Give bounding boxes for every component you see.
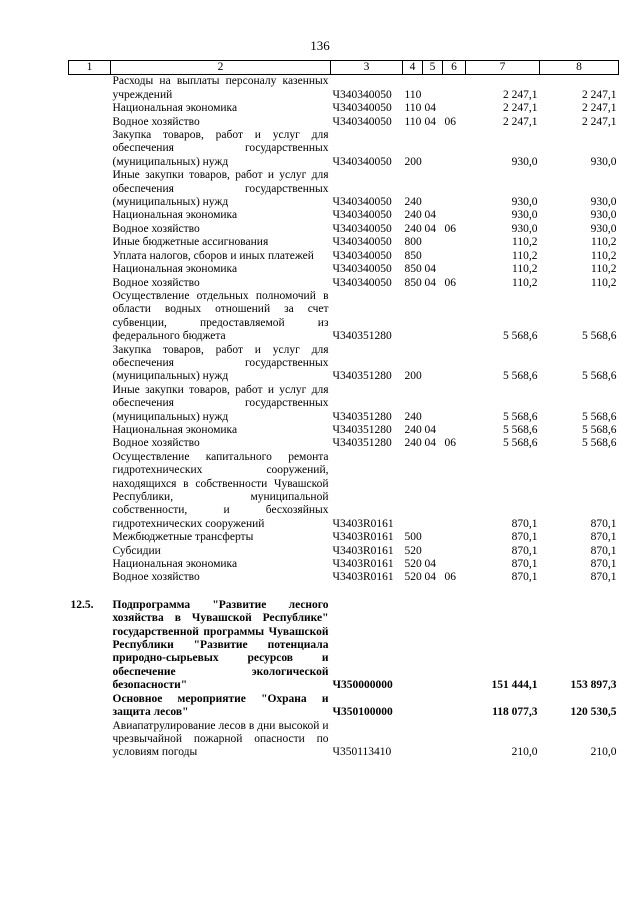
amount-col7: 5 568,6 [503, 370, 538, 383]
amount-col7: 870,1 [511, 544, 538, 557]
expense-type: 240 [404, 209, 422, 222]
target-code: Ч340351280 [332, 437, 392, 450]
subsection [443, 250, 466, 263]
target-code: Ч340351280 [332, 370, 392, 383]
expense-type: 800 [404, 236, 422, 249]
row-number [69, 223, 111, 236]
section [423, 693, 443, 720]
row-number [69, 451, 111, 531]
subsection: 06 [444, 276, 456, 289]
column-header: 4 [403, 61, 423, 75]
amount-col8: 870,1 [590, 531, 617, 544]
subsection [443, 209, 466, 222]
target-code: Ч350100000 [332, 706, 393, 719]
row-name: Национальная экономика [112, 263, 238, 276]
expense-type: 240 [404, 437, 422, 450]
expense-type: 110 [404, 102, 422, 115]
table-row [69, 545, 619, 558]
section: 04 [424, 558, 436, 571]
table-row [69, 263, 619, 276]
amount-col7: 870,1 [511, 531, 538, 544]
target-code: Ч3403R0161 [332, 531, 394, 544]
row-name: Основное мероприятие "Охрана и защита лесов" [112, 692, 329, 719]
amount-col8: 930,0 [590, 209, 617, 222]
column-header: 1 [69, 61, 111, 75]
target-code: Ч340340050 [332, 276, 392, 289]
amount-col8: 2 247,1 [582, 115, 617, 128]
amount-col7: 930,0 [511, 222, 538, 235]
expense-type [403, 693, 423, 720]
subsection [443, 424, 466, 437]
section: 04 [424, 571, 436, 584]
amount-col8: 110,2 [591, 236, 617, 249]
row-number [69, 720, 111, 760]
amount-col7: 110,2 [512, 249, 538, 262]
column-header: 7 [466, 61, 540, 75]
section: 04 [424, 102, 436, 115]
row-number [69, 250, 111, 263]
target-code: Ч340340050 [332, 102, 392, 115]
target-code: Ч3403R0161 [332, 558, 394, 571]
row-number [69, 102, 111, 115]
row-number [69, 236, 111, 249]
row-name: Осуществление капитального ремонта гидротехнических сооружений, находящихся в собственности Чувашской Республики, муниципальной собственности, и бесхозяйных гидротехнических сооружений [112, 450, 329, 530]
expense-type: 240 [404, 196, 422, 209]
target-code: Ч340340050 [332, 155, 392, 168]
amount-col7: 110,2 [512, 276, 538, 289]
row-name: Водное хозяйство [112, 437, 200, 450]
section [423, 585, 443, 693]
section [423, 531, 443, 544]
expense-type: 850 [404, 249, 422, 262]
amount-col8: 2 247,1 [582, 102, 617, 115]
row-number [69, 531, 111, 544]
subsection [443, 169, 466, 209]
table-row [69, 116, 619, 129]
row-name: Водное хозяйство [112, 571, 200, 584]
amount-col8: 870,1 [590, 517, 617, 530]
target-code: Ч340340050 [332, 196, 392, 209]
row-name: Межбюджетные трансферты [112, 531, 254, 544]
budget-table [68, 60, 619, 760]
section: 04 [424, 115, 436, 128]
section: 04 [424, 423, 436, 436]
row-name: Осуществление отдельных полномочий в области водных отношений за счет субвенции, предоставляемой из федерального бюджета [112, 289, 329, 343]
amount-col8: 930,0 [590, 196, 617, 209]
table-row [69, 277, 619, 290]
amount-col8: 5 568,6 [582, 437, 617, 450]
amount-col8: 110,2 [591, 276, 617, 289]
column-header: 2 [111, 61, 331, 75]
column-header: 3 [331, 61, 403, 75]
expense-type: 520 [404, 544, 422, 557]
expense-type [403, 290, 423, 344]
amount-col8: 5 568,6 [582, 410, 617, 423]
amount-col7: 930,0 [511, 155, 538, 168]
expense-type: 850 [404, 263, 422, 276]
target-code: Ч340351280 [332, 423, 392, 436]
expense-type: 110 [404, 88, 422, 101]
column-header: 5 [423, 61, 443, 75]
target-code: Ч340340050 [332, 115, 392, 128]
amount-col8: 5 568,6 [582, 330, 617, 343]
row-number [69, 116, 111, 129]
amount-col7: 930,0 [511, 196, 538, 209]
amount-col7: 2 247,1 [503, 102, 538, 115]
table-row [69, 209, 619, 222]
row-number [69, 290, 111, 344]
subsection [443, 531, 466, 544]
amount-col8: 110,2 [591, 249, 617, 262]
row-name: Водное хозяйство [112, 276, 200, 289]
amount-col7: 930,0 [511, 209, 538, 222]
subsection [443, 720, 466, 760]
subsection [443, 545, 466, 558]
row-name: Закупка товаров, работ и услуг для обеспечения государственных (муниципальных) нужд [112, 343, 329, 383]
row-name: Национальная экономика [112, 558, 238, 571]
section: 04 [424, 276, 436, 289]
expense-type: 240 [404, 410, 422, 423]
amount-col7: 2 247,1 [503, 115, 538, 128]
table-row [69, 720, 619, 760]
section: 04 [424, 437, 436, 450]
table-row [69, 169, 619, 209]
section [423, 451, 443, 531]
row-number [69, 209, 111, 222]
amount-col7: 210,0 [511, 746, 538, 759]
target-code: Ч3403R0161 [332, 517, 394, 530]
page-number: 136 [310, 38, 330, 53]
amount-col7: 5 568,6 [503, 437, 538, 450]
amount-col7: 5 568,6 [503, 423, 538, 436]
row-name: Закупка товаров, работ и услуг для обеспечения государственных (муниципальных) нужд [112, 129, 329, 168]
target-code: Ч340351280 [332, 410, 392, 423]
row-name: Субсидии [112, 544, 161, 557]
subsection [443, 693, 466, 720]
subsection: 06 [444, 571, 456, 584]
section [423, 169, 443, 209]
target-code: Ч340340050 [332, 249, 392, 262]
subsection [443, 344, 466, 384]
row-name: Национальная экономика [112, 423, 238, 436]
amount-col7: 870,1 [511, 517, 538, 530]
target-code: Ч340340050 [332, 222, 392, 235]
subsection [443, 236, 466, 249]
amount-col8: 870,1 [590, 544, 617, 557]
amount-col8: 210,0 [590, 746, 617, 759]
target-code: Ч340340050 [332, 88, 392, 101]
target-code: Ч3403R0161 [332, 544, 394, 557]
amount-col7: 110,2 [512, 263, 538, 276]
amount-col7: 2 247,1 [503, 88, 538, 101]
section [423, 344, 443, 384]
section: 04 [424, 209, 436, 222]
amount-col7: 870,1 [511, 571, 538, 584]
expense-type: 110 [404, 115, 422, 128]
table-row [69, 571, 619, 584]
amount-col7: 151 444,1 [491, 679, 538, 692]
table-row [69, 424, 619, 437]
expense-type: 200 [404, 155, 422, 168]
amount-col7: 870,1 [511, 558, 538, 571]
subsection: 06 [444, 115, 456, 128]
subsection [443, 585, 466, 693]
target-code: Ч340340050 [332, 236, 392, 249]
amount-col8: 870,1 [590, 571, 617, 584]
amount-col8: 870,1 [590, 558, 617, 571]
section: 04 [424, 263, 436, 276]
table-row [69, 693, 619, 720]
target-code: Ч350113410 [332, 746, 392, 759]
table-row [69, 223, 619, 236]
target-code: Ч3403R0161 [332, 571, 394, 584]
amount-col8: 153 897,3 [570, 679, 617, 692]
expense-type: 500 [404, 531, 422, 544]
amount-col8: 5 568,6 [582, 423, 617, 436]
section [423, 75, 443, 102]
expense-type [403, 451, 423, 531]
row-name: Иные закупки товаров, работ и услуг для обеспечения государственных (муниципальных) нужд [112, 169, 329, 209]
table-row [69, 344, 619, 384]
row-name: Подпрограмма "Развитие лесного хозяйства в Чувашской Республике" государственной программы Чувашской Республики "Развитие потенциала природно-сырьевых ресурсов и обеспечение экологической безопасности" [112, 598, 329, 692]
target-code: Ч350000000 [332, 679, 393, 692]
row-number [69, 558, 111, 571]
table-row [69, 437, 619, 450]
amount-col7: 118 077,3 [492, 706, 538, 719]
section: 04 [424, 222, 436, 235]
target-code: Ч340351280 [332, 330, 392, 343]
expense-type [403, 585, 423, 693]
table-row [69, 558, 619, 571]
row-number [69, 75, 111, 102]
section [423, 129, 443, 169]
row-number [69, 344, 111, 384]
table-row [69, 384, 619, 424]
subsection [443, 384, 466, 424]
row-number [69, 545, 111, 558]
row-number: 12.5. [70, 598, 94, 611]
section [423, 545, 443, 558]
row-name: Национальная экономика [112, 102, 238, 115]
subsection: 06 [444, 222, 456, 235]
subsection [443, 263, 466, 276]
row-number [69, 169, 111, 209]
subsection [443, 102, 466, 115]
section [423, 236, 443, 249]
section [423, 250, 443, 263]
amount-col8: 930,0 [590, 155, 617, 168]
row-number [69, 277, 111, 290]
table-row [69, 75, 619, 102]
expense-type: 850 [404, 276, 422, 289]
table-row [69, 451, 619, 531]
section [423, 290, 443, 344]
row-name: Водное хозяйство [112, 115, 200, 128]
amount-col7: 5 568,6 [503, 410, 538, 423]
row-number [69, 571, 111, 584]
table-row [69, 290, 619, 344]
row-number [69, 424, 111, 437]
amount-col8: 5 568,6 [582, 370, 617, 383]
row-number [69, 693, 111, 720]
row-name: Авиапатрулирование лесов в дни высокой и чрезвычайной пожарной опасности по условиям погоды [112, 719, 329, 759]
amount-col8: 2 247,1 [582, 88, 617, 101]
row-name: Иные бюджетные ассигнования [112, 236, 269, 249]
expense-type: 240 [404, 423, 422, 436]
table-row [69, 250, 619, 263]
expense-type [403, 720, 423, 760]
amount-col8: 110,2 [591, 263, 617, 276]
row-name: Водное хозяйство [112, 222, 200, 235]
amount-col8: 930,0 [590, 222, 617, 235]
column-header: 8 [540, 61, 619, 75]
target-code: Ч340340050 [332, 263, 392, 276]
section [423, 720, 443, 760]
header-row [69, 61, 619, 75]
amount-col7: 5 568,6 [503, 330, 538, 343]
expense-type: 240 [404, 222, 422, 235]
row-name: Национальная экономика [112, 209, 238, 222]
expense-type: 520 [404, 571, 422, 584]
subsection [443, 451, 466, 531]
amount-col8: 120 530,5 [570, 706, 617, 719]
table-row [69, 102, 619, 115]
row-number [69, 437, 111, 450]
section [423, 384, 443, 424]
subsection: 06 [444, 437, 456, 450]
subsection [443, 129, 466, 169]
row-number [69, 384, 111, 424]
expense-type: 200 [404, 370, 422, 383]
expense-type: 520 [404, 558, 422, 571]
table-row [69, 531, 619, 544]
table-row [69, 585, 619, 693]
row-name: Иные закупки товаров, работ и услуг для обеспечения государственных (муниципальных) нужд [112, 383, 329, 423]
subsection [443, 290, 466, 344]
column-header: 6 [443, 61, 466, 75]
table-row [69, 129, 619, 169]
row-number [69, 263, 111, 276]
row-name: Уплата налогов, сборов и иных платежей [112, 249, 314, 262]
row-name: Расходы на выплаты персоналу казенных учреждений [112, 75, 329, 101]
row-number [69, 129, 111, 169]
subsection [443, 558, 466, 571]
amount-col7: 110,2 [512, 236, 538, 249]
table-row [69, 236, 619, 249]
subsection [443, 75, 466, 102]
target-code: Ч340340050 [332, 209, 392, 222]
